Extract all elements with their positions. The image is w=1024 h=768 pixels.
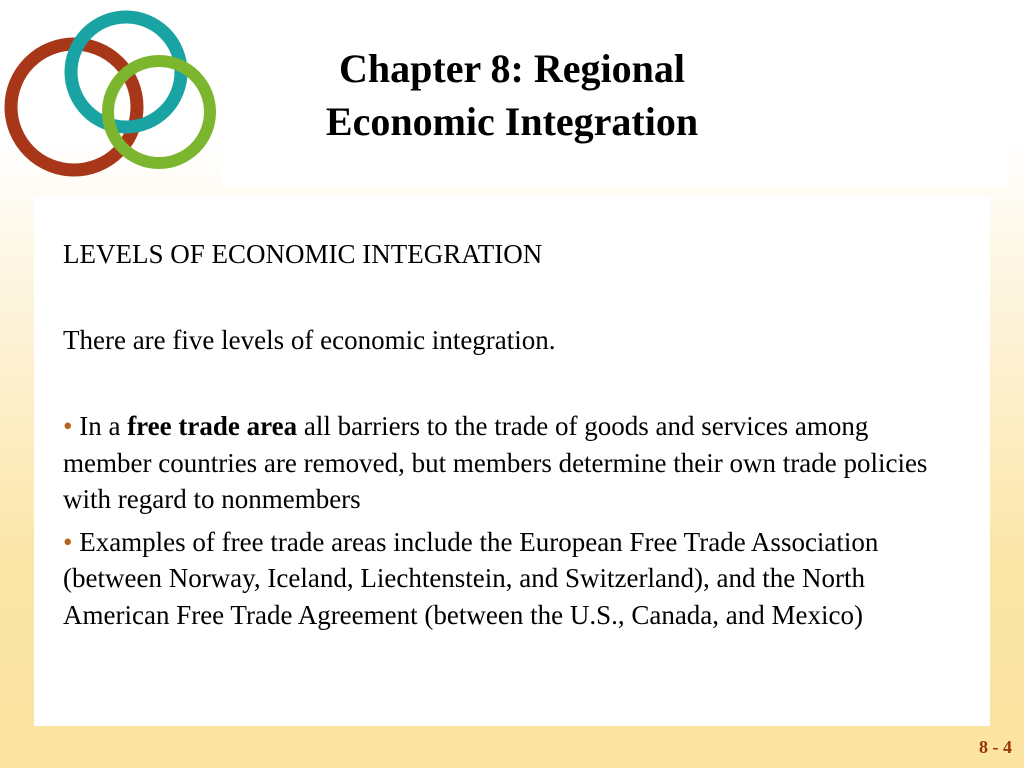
intro-text: There are five levels of economic integration. [63,325,556,355]
slide-title-line-1: Chapter 8: Regional [339,46,685,91]
bullet-item-examples [63,524,943,634]
bullet-item-free-trade-area [63,408,943,518]
slide-title [222,42,802,148]
bullet-text: all barriers to the trade of goods and services among member countries are removed, but members determine their own trade policies with regard to nonmembers [63,411,928,514]
bullet-text: Examples of free trade areas include the European Free Trade Association (between Norway, Iceland, Liechtenstein, and Switzerland), and the North American Free Trade Agreement (between the U.S., Canada, and Mexico) [63,526,879,630]
bullet-prefix: In a [79,411,128,441]
section-heading: LEVELS OF ECONOMIC INTEGRATION [63,239,543,269]
interlocking-rings-logo-icon [0,0,230,185]
bullet-icon: • [63,411,80,441]
bullet-list [63,408,943,639]
slide-title-line-2: Economic Integration [325,99,699,144]
bullet-icon: • [63,526,80,557]
bullet-bold-term: free trade area [127,411,298,441]
page-number: 8 - 4 [979,737,1012,757]
